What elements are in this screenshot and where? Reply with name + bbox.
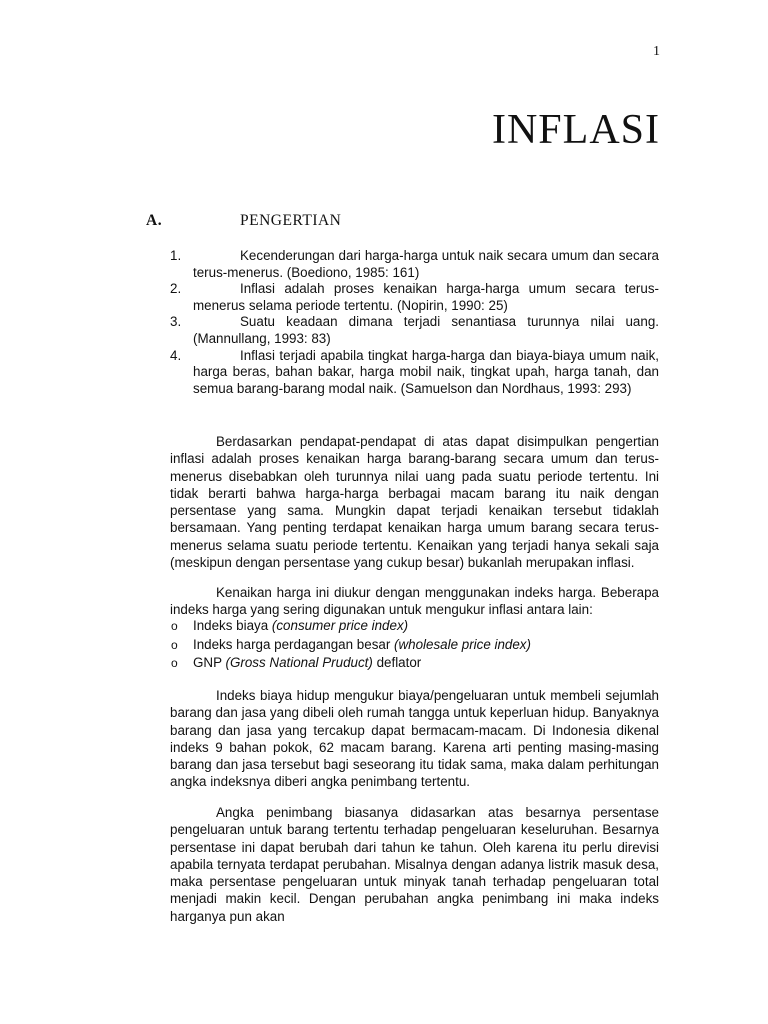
index-english-name: (Gross National Pruduct): [225, 655, 373, 671]
index-label: GNP: [193, 655, 226, 671]
price-index-item: [170, 617, 659, 636]
price-index-item: [170, 654, 659, 673]
index-english-name: (wholesale price index): [394, 636, 531, 652]
definition-item: [170, 248, 659, 281]
definition-text: Inflasi terjadi apabila tingkat harga-harga dan biaya-biaya umum naik, harga beras, bahan bakar, harga mobil naik, tingkat upah, harga tanah, dan semua barang-barang modal naik. (Samuelson dan Nordhaus, 1993: 293): [193, 347, 659, 396]
definition-number: 3.: [170, 314, 182, 330]
definition-text: Suatu keadaan dimana terjadi senantiasa turunnya nilai uang. (Mannullang, 1993: 83): [193, 314, 659, 346]
index-english-name: (consumer price index): [271, 618, 409, 633]
paragraph-text: Angka penimbang biasanya didasarkan atas besarnya persentase pengeluaran untuk barang tertentu terhadap pengeluaran keseluruhan. Besarnya persentase ini dapat berubah dari tahun ke tahun. Oleh karena itu perlu direvisi apabila ternyata terdapat perubahan. Misalnya dengan adanya listrik masuk desa, maka persentase pengeluaran untuk minyak tanah terhadap pengeluaran total menjadi makin kecil. Dengan perubahan angka penimbang ini maka indeks harganya pun akan: [170, 805, 659, 924]
definition-number: 4.: [170, 347, 182, 363]
bullet-circle-icon: o: [171, 637, 178, 652]
definition-item: [170, 281, 659, 314]
section-title: PENGERTIAN: [240, 212, 342, 229]
definition-text: Inflasi adalah proses kenaikan harga-harga umum secara terus-menerus selama periode tertentu. (Nopirin, 1990: 25): [193, 281, 659, 313]
paragraph-text: Indeks biaya hidup mengukur biaya/pengeluaran untuk membeli sejumlah barang dan jasa yang dibeli oleh rumah tangga untuk keperluan hidup. Banyaknya barang dan jasa yang tercakup dapat bermacam-macam. Di Indonesia dikenal indeks 9 bahan pokok, 62 macam barang. Karena arti penting masing-masing barang dan jasa tersebut bagi seseorang itu tidak sama, maka dalam perhitungan angka indeksnya diberi angka penimbang tertentu.: [170, 688, 659, 790]
paragraph-text: Kenaikan harga ini diukur dengan menggunakan indeks harga. Beberapa indeks harga yang sering digunakan untuk mengukur inflasi antara lain:: [170, 585, 659, 618]
bullet-circle-icon: o: [171, 619, 178, 633]
definition-number: 2.: [170, 281, 182, 297]
page-number: 1: [653, 44, 660, 59]
price-index-item: [170, 636, 659, 655]
index-label: Indeks biaya: [193, 618, 272, 633]
definition-text: Kecenderungan dari harga-harga untuk naik secara umum dan secara terus-menerus. (Boediono, 1985: 161): [193, 248, 659, 280]
index-suffix: deflator: [372, 655, 422, 671]
price-index-intro-paragraph: [170, 584, 659, 619]
paragraph-text: Berdasarkan pendapat-pendapat di atas dapat disimpulkan pengertian inflasi adalah proses kenaikan harga barang-barang secara umum dan terus-menerus disebabkan oleh turunnya nilai uang pada suatu periode tertentu. Ini tidak berarti bahwa harga-harga berbagai macam barang itu naik dengan persentase yang sama. Mungkin dapat terjadi kenaikan tersebut tidaklah bersamaan. Yang penting terdapat kenaikan harga umum barang secara terus-menerus selama suatu periode tertentu. Kenaikan yang terjadi hanya sekali saja (meskipun dengan persentase yang cukup besar) bukanlah merupakan inflasi.: [170, 434, 659, 571]
price-index-list: [170, 617, 659, 673]
weighting-paragraph: [170, 804, 659, 925]
definition-number: 1.: [170, 248, 182, 263]
definition-item: [170, 314, 659, 347]
bullet-circle-icon: o: [171, 656, 178, 671]
definition-list: [170, 248, 659, 397]
index-label: Indeks harga perdagangan besar: [193, 636, 395, 652]
section-letter: A.: [146, 212, 163, 229]
document-title: INFLASI: [491, 107, 660, 153]
conclusion-paragraph: [170, 433, 659, 571]
cost-of-living-paragraph: [170, 687, 659, 791]
definition-item: [170, 348, 659, 398]
